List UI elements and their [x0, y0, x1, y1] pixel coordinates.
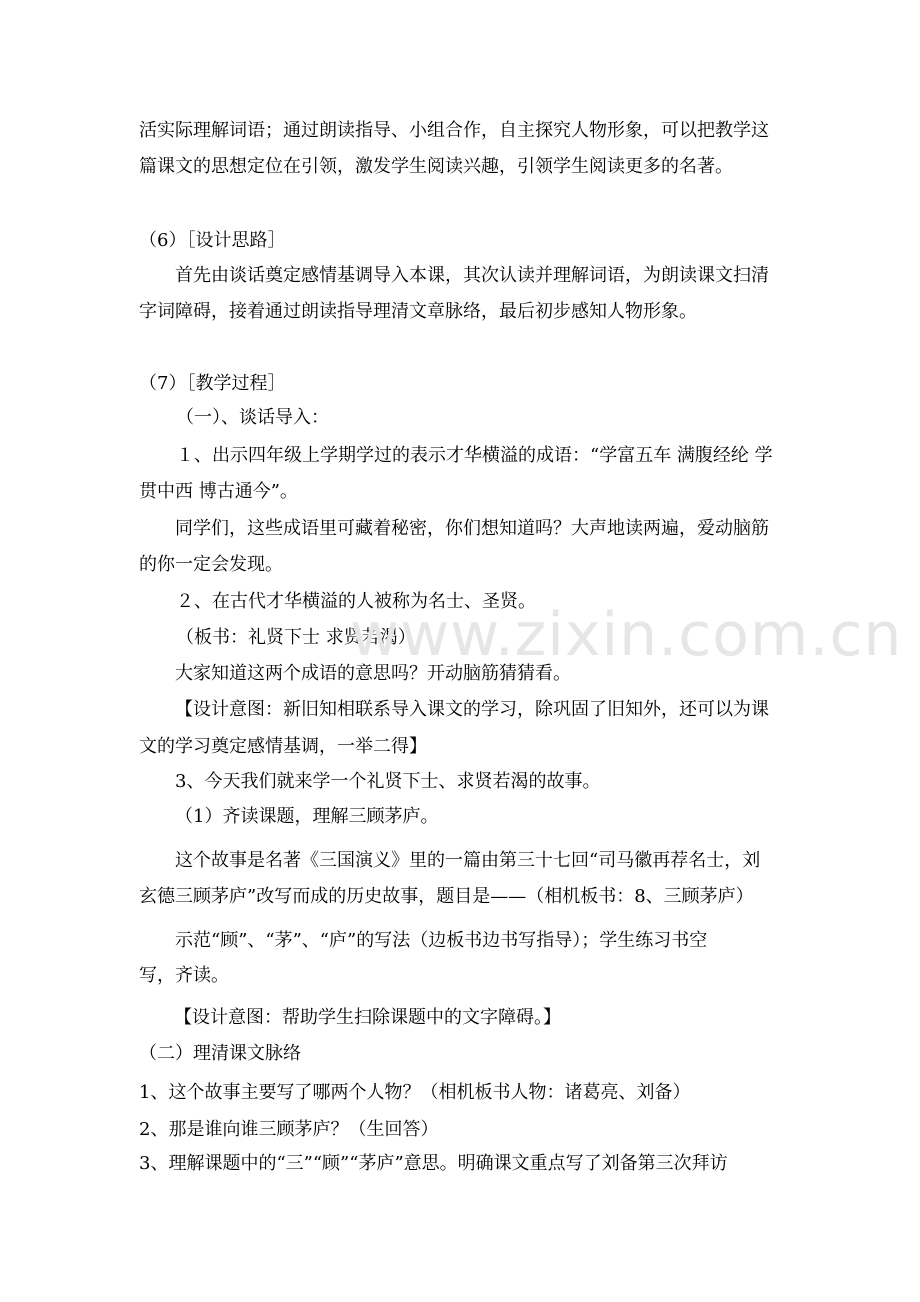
sub-item-1: （1）齐读课题，理解三顾茅庐。 — [175, 806, 439, 827]
design-intent-2: 【设计意图：帮助学生扫除课题中的文字障碍。】 — [174, 1007, 561, 1028]
design-intent-1-line-1: 【设计意图：新旧知相联系导入课文的学习，除巩固了旧知外，还可以为课 — [175, 699, 769, 720]
item2: ２、在古代才华横溢的人被称为名士、圣贤。 — [176, 591, 536, 612]
design-idea-line-2: 字词障碍，接着通过朗读指导理清文章脉络，最后初步感知人物形象。 — [139, 301, 697, 322]
watermark-text: www.zixin.com.cn — [350, 600, 903, 670]
item3: 3、今天我们就来学一个礼贤下士、求贤若渴的故事。 — [175, 771, 601, 792]
design-intent-1-line-2: 文的学习奠定感情基调，一举二得】 — [139, 736, 427, 757]
item1-line-1: １、出示四年级上学期学过的表示才华横溢的成语：“学富五车 满腹经纶 学 — [176, 445, 773, 466]
para4-line-1: 示范“顾”、“茅”、“庐”的写法（边板书边书写指导）；学生练习书空 — [175, 930, 708, 951]
para3-line-1: 这个故事是名著《三国演义》里的一篇由第三十七回“司马徽再荐名士，刘 — [175, 850, 761, 871]
intro-line-1: 活实际理解词语；通过朗读指导、小组合作，自主探究人物形象，可以把教学这 — [139, 120, 769, 141]
process-heading: （7）［教学过程］ — [139, 373, 286, 394]
para4-line-2: 写，齐读。 — [139, 965, 229, 986]
para3-line-2: 玄德三顾茅庐”改写而成的历史故事，题目是——（相机板书：8、三顾茅庐） — [139, 886, 754, 907]
question-1: 1、这个故事主要写了哪两个人物？（相机板书人物：诸葛亮、刘备） — [139, 1082, 691, 1103]
question-3: 3、理解课题中的“三”“顾”“茅庐”意思。明确课文重点写了刘备第三次拜访 — [139, 1153, 728, 1174]
step1-heading: （一）、谈话导入： — [176, 407, 329, 428]
para1-line-2: 的你一定会发现。 — [139, 554, 283, 575]
question-2: 2、那是谁向谁三顾茅庐？（生回答） — [139, 1119, 439, 1140]
design-idea-line-1: 首先由谈话奠定感情基调导入本课，其次认读并理解词语，为朗读课文扫清 — [175, 265, 769, 286]
board-note-1: （板书：礼贤下士 求贤若渴） — [176, 627, 416, 648]
step2-heading: （二）理清课文脉络 — [139, 1043, 301, 1064]
design-idea-heading: （6）［设计思路］ — [139, 230, 286, 251]
item1-line-2: 贯中西 博古通今”。 — [139, 481, 298, 502]
para2: 大家知道这两个成语的意思吗？开动脑筋猜猜看。 — [175, 663, 571, 684]
para1-line-1: 同学们，这些成语里可藏着秘密，你们想知道吗？大声地读两遍，爱动脑筋 — [175, 518, 769, 539]
intro-line-2: 篇课文的思想定位在引领，激发学生阅读兴趣，引领学生阅读更多的名著。 — [139, 156, 733, 177]
